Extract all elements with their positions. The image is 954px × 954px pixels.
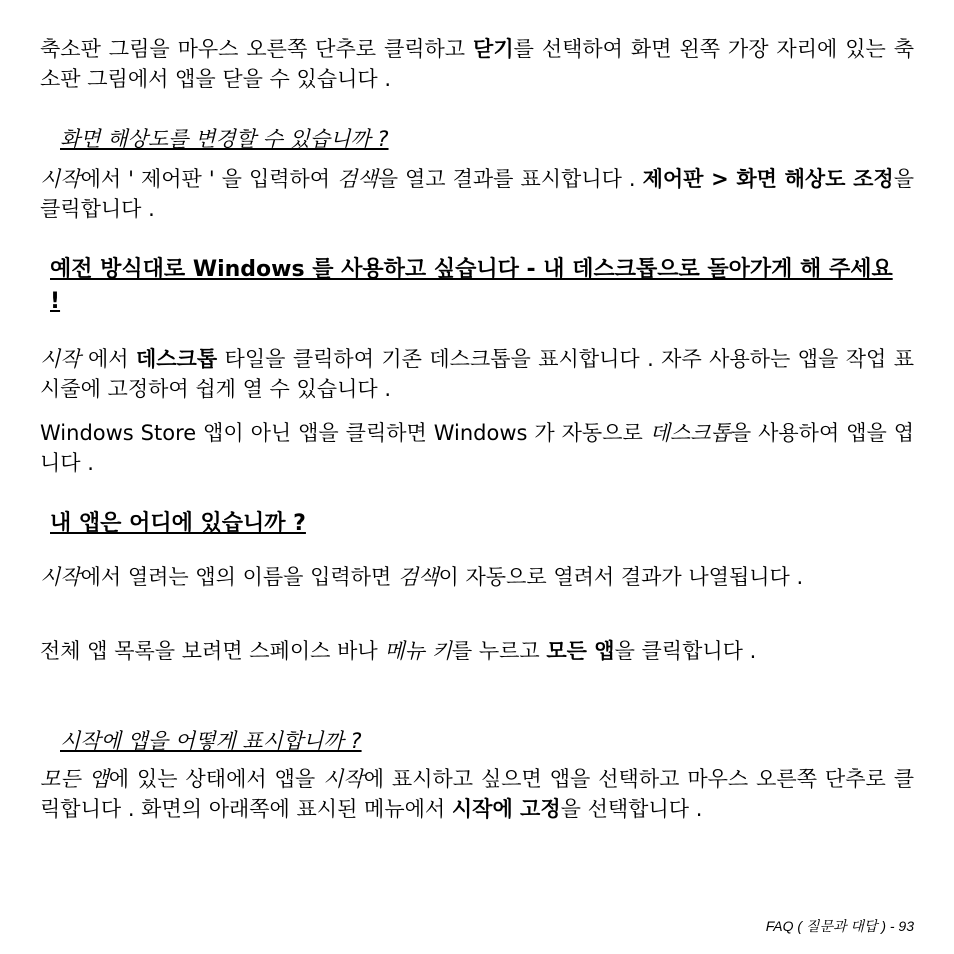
bold-term: 데스크톱 xyxy=(135,347,218,371)
paragraph-windows-store xyxy=(40,418,914,478)
paragraph-pin xyxy=(40,764,914,824)
paragraph-search xyxy=(40,562,914,592)
bold-term: 제어판 > 화면 해상도 조정 xyxy=(642,167,894,191)
heading-windows xyxy=(50,254,910,318)
italic-term: 시작 xyxy=(40,565,81,589)
page-footer: FAQ ( 질문과 대답 ) - 93 xyxy=(765,918,914,934)
subheading-pin xyxy=(60,726,914,756)
paragraph-resolution xyxy=(40,164,914,224)
text: Windows Store 앱이 아닌 앱을 클릭하면 Windows 가 자동으로 xyxy=(40,421,650,445)
text: 을 클릭합니다 . xyxy=(614,639,757,663)
text: 이 자동으로 열려서 결과가 나열됩니다 . xyxy=(438,565,804,589)
text: 에서 열려는 앱의 이름을 입력하면 xyxy=(80,565,398,589)
bold-term: 시작에 고정 xyxy=(451,797,561,821)
paragraph-desktop xyxy=(40,344,914,404)
italic-term: 메뉴 키 xyxy=(384,639,452,663)
text: 전체 앱 목록을 보려면 스페이스 바나 xyxy=(40,639,385,663)
italic-term: 시작 xyxy=(40,347,81,371)
text: 를 누르고 xyxy=(451,639,547,663)
subheading-resolution xyxy=(60,124,914,154)
heading-text: 내 앱은 어디에 있습니까 ? xyxy=(50,511,306,536)
heading-text: 예전 방식대로 Windows 를 사용하고 싶습니다 - 내 데스크톱으로 돌아가게 해 주세요 ! xyxy=(50,257,893,314)
italic-term: 시작 xyxy=(40,167,81,191)
italic-term: 모든 앱 xyxy=(40,767,109,791)
paragraph-all-apps xyxy=(40,636,914,666)
bold-term: 닫기 xyxy=(473,37,514,61)
text: 에 표시하고 싶으면 앱을 선택하고 마우스 오른쪽 단추로 클릭합니다 . 화면의 아래쪽에 표시된 메뉴에서 xyxy=(40,767,915,821)
text: 타일을 클릭하여 기존 데스크톱을 표시합니다 . 자주 사용하는 앱을 작업 표시줄에 고정하여 쉽게 열 수 있습니다 . xyxy=(40,347,914,401)
text: 을 사용하여 앱을 엽니다 . xyxy=(40,421,914,475)
subheading-text: 화면 해상도를 변경할 수 있습니까 ? xyxy=(60,127,389,151)
text: 에 있는 상태에서 앱을 xyxy=(108,767,324,791)
text: 을 선택합니다 . xyxy=(560,797,703,821)
italic-term: 데스크톱 xyxy=(649,421,731,445)
text: 을 열고 결과를 표시합니다 . xyxy=(377,167,643,191)
text: 축소판 그림을 마우스 오른쪽 단추로 클릭하고 xyxy=(40,37,474,61)
italic-term: 검색 xyxy=(397,565,439,589)
text: 을 클릭합니다 . xyxy=(40,167,914,221)
subheading-text: 시작에 앱을 어떻게 표시합니까 ? xyxy=(60,729,362,753)
text: 에서 xyxy=(80,347,136,371)
italic-term: 검색 xyxy=(337,167,378,191)
paragraph-close-apps xyxy=(40,34,914,94)
text: 를 선택하여 화면 왼쪽 가장 자리에 있는 축소판 그림에서 앱을 닫을 수 있습니다 . xyxy=(40,37,914,91)
text: 에서 ' 제어판 ' 을 입력하여 xyxy=(80,167,338,191)
heading-apps xyxy=(50,508,910,540)
italic-term: 시작 xyxy=(323,767,364,791)
bold-term: 모든 앱 xyxy=(546,639,615,663)
